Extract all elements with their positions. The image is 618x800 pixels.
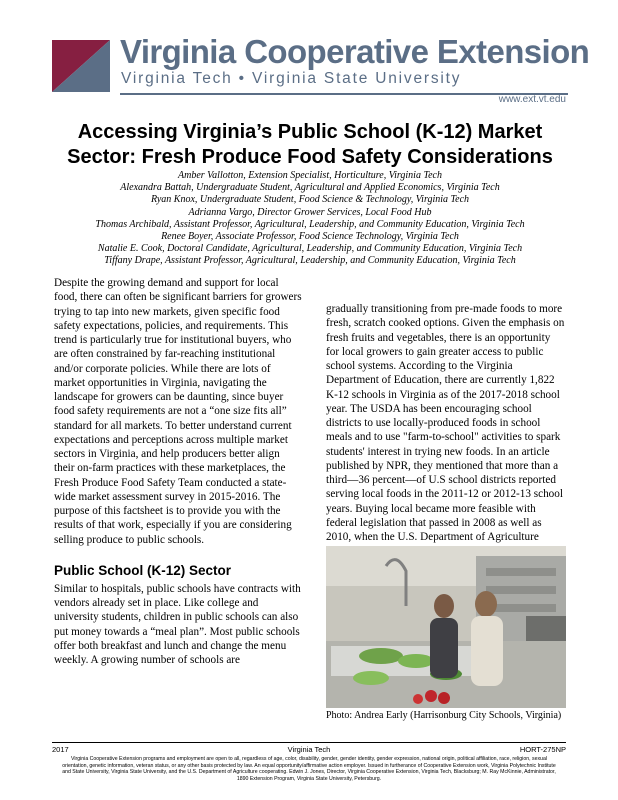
- right-paragraph: gradually transitioning from pre-made foods to more fresh, scratch cooked options. Given the emphasis on fresh fruits and vegetables, there is an opportunity for local growers to gain greater access to public school systems. According to the Virginia Department of Education, there are currently 1,822 K-12 schools in Virginia as of the 2017-2018 school year. The USDA has been encouraging school districts to use locally-produced foods in school meals and to use "farm-to-school" activities to spark students' interest in trying new foods. In an article published by NPR, they mentioned that more than a third—36 percent—of U.S school districts reported serving local foods in the 2011-12 or 2012-13 school years. Buying local became more feasible with federal legislation that passed in 2008 as well as 2010, when the U.S. Department of Agriculture: [326, 303, 565, 543]
- author-list: [40, 170, 580, 268]
- extension-logo-mark: [52, 40, 110, 92]
- photo-caption: Photo: Andrea Early (Harrisonburg City Schools, Virginia): [326, 710, 562, 721]
- footer-rule: [52, 742, 566, 743]
- author-line: Tiffany Drape, Assistant Professor, Agricultural, Leadership, and Community Education, Virginia Tech: [104, 255, 516, 267]
- right-column: [326, 302, 566, 559]
- author-line: Natalie E. Cook, Doctoral Candidate, Agricultural, Leadership, and Community Education, Virginia Tech: [97, 243, 523, 255]
- title-line-2: Sector: Fresh Produce Food Safety Considerations: [67, 146, 553, 168]
- section-heading: Public School (K-12) Sector: [54, 562, 232, 578]
- author-line: Thomas Archibald, Assistant Professor, Agricultural, Leadership, and Community Education, Virginia Tech: [95, 218, 525, 230]
- author-line: Alexandra Battah, Undergraduate Student, Agricultural and Applied Economics, Virginia Tech: [120, 182, 500, 194]
- extension-url-link[interactable]: www.ext.vt.edu: [498, 94, 566, 105]
- footer-disclaimer: Virginia Cooperative Extension programs and employment are open to all, regardless of age, color, disability, gender, gender identity, gender expression, national origin, political affiliation, race, religion, sexual orientation, genetic information, veteran status, or any other basis protected by law. An equal opportunity/affirmative action employer. Issued in furtherance of Cooperative Extension work, Virginia Polytechnic Institute and State University, Virginia State University, and the U.S. Department of Agriculture cooperating. Edwin J. Jones, Director, Virginia Cooperative Extension, Virginia Tech, Blacksburg; M. Ray McKinnie, Administrator, 1890 Extension Program, Virginia State University, Petersburg.: [62, 756, 556, 782]
- author-line: Ryan Knox, Undergraduate Student, Food Science & Technology, Virginia Tech: [150, 194, 470, 206]
- kitchen-photo-illustration: [326, 546, 566, 708]
- author-line: Renee Boyer, Associate Professor, Food Science Technology, Virginia Tech: [161, 231, 459, 243]
- kitchen-photo: [326, 546, 566, 708]
- footer-institution: Virginia Tech: [287, 745, 331, 754]
- publication-code: HORT-275NP: [519, 745, 566, 754]
- left-column: [54, 276, 302, 667]
- intro-paragraph: Despite the growing demand and support for local food, there can often be significant barriers for growers trying to tap into new markets, given specific food safety expectations, policies, and requirements. This trend is particularly true for institutional buyers, who are often constrained by far-reaching institutional and/or corporate policies. While there are lots of market opportunities in Virginia, navigating the landscape for growers can be daunting, since buyer food safety requirements are not a “one size fits all” standard for all markets. To better understand current expectations and perceptions across multiple market sectors in Virginia, and help producers better align their on-farm practices with these marketplaces, the Fresh Produce Food Safety Team conducted a state-wide market assessment survey in 2015-2016. The purpose of this factsheet is to provide you with the results of that work, especially if you are considering selling produce to public schools.: [54, 277, 302, 546]
- section-paragraph: Similar to hospitals, public schools have contracts with vendors already set in place. Like college and university students, children in public schools can also put money towards a “meal plan”. Most public schools offer both breakfast and lunch and change the menu weekly. A growing number of schools are: [54, 582, 301, 666]
- brand-subtitle: Virginia Tech • Virginia State University: [121, 70, 462, 87]
- author-line: Adrianna Vargo, Director Grower Services, Local Food Hub: [188, 206, 432, 218]
- title-line-1: Accessing Virginia’s Public School (K-12) Market: [77, 121, 543, 143]
- document-title: [40, 120, 580, 170]
- brand-title: Virginia Cooperative Extension: [120, 33, 590, 70]
- author-line: Amber Vallotton, Extension Specialist, Horticulture, Virginia Tech: [178, 170, 442, 181]
- footer-year: 2017: [52, 745, 69, 754]
